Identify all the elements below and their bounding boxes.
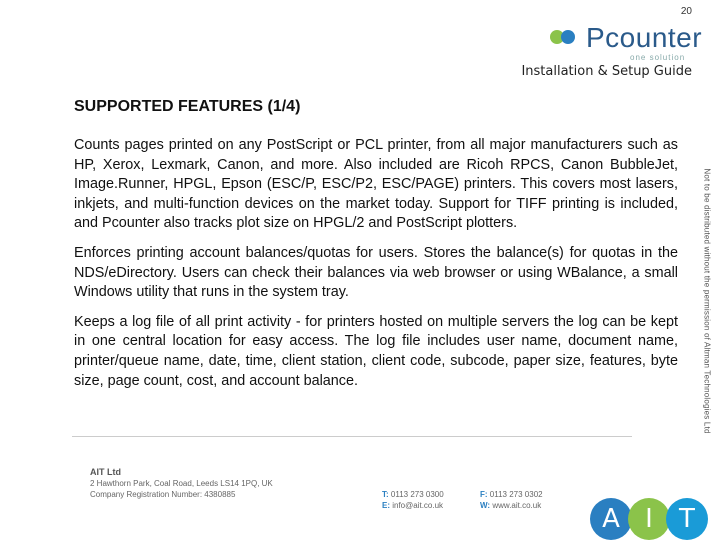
footer (90, 467, 600, 510)
logo-dots-icon (550, 30, 572, 49)
footer-address: 2 Hawthorn Park, Coal Road, Leeds LS14 1PQ, UK (90, 479, 273, 488)
footer-email[interactable]: info@ait.co.uk (392, 501, 444, 510)
footer-company: AIT Ltd (90, 467, 121, 477)
distribution-notice (700, 142, 714, 460)
logo-tagline: one solution (630, 53, 686, 62)
section-title: SUPPORTED FEATURES (1/4) (74, 98, 301, 115)
footer-contact-right: F: 0113 273 0302 W: www.ait.co.uk (480, 490, 543, 510)
footer-fax: 0113 273 0302 (489, 490, 543, 499)
ait-logo-t: T (666, 498, 708, 540)
footer-registration: Company Registration Number: 4380885 (90, 490, 236, 499)
ait-logo (590, 498, 710, 546)
page-number: 20 (680, 6, 692, 17)
logo-wordmark: Pcounter (586, 22, 703, 53)
distribution-notice-text: Not to be distributed without the permission of Altman Technologies Ltd (702, 168, 712, 434)
footer-website[interactable]: www.ait.co.uk (492, 501, 542, 510)
footer-phone: 0113 273 0300 (390, 490, 444, 499)
feature-description (74, 136, 678, 401)
ait-logo-a: A (590, 498, 632, 540)
paragraph-logging: Keeps a log file of all print activity - for printers hosted on multiple servers the log can be kept in one central location for easy access. The log file includes user name, document name, printer/queue name, date, time, client station, client code, subcode, paper size, features, byte size, page count, cost, and account balance. (74, 313, 678, 389)
paragraph-quotas: Enforces printing account balances/quotas for users. Stores the balance(s) for quotas in the NDS/eDirectory. Users can check their balances via web browser or using WBalance, a small Windows utility that runs in the system tray. (74, 244, 678, 301)
footer-contact-left: T: 0113 273 0300 E: info@ait.co.uk (382, 490, 444, 510)
ait-logo-i: I (628, 498, 670, 540)
guide-title: Installation & Setup Guide (521, 64, 692, 79)
footer-divider (72, 436, 632, 437)
paragraph-page-counting: Counts pages printed on any PostScript or PCL printer, from all major manufacturers such as HP, Xerox, Lexmark, Canon, and more. Also included are Ricoh RPCS, Canon BubbleJet, Image.Runner, HPGL, Epson (ESC/P, ESC/P2, ESC/PAGE) printers. This covers most lasers, inkjets, and multi-function devices on the market today. Support for TIFF printing is included, and Pcounter also tracks plot size on HPGL/2 and PostScript plotters. (74, 137, 678, 232)
pcounter-logo (550, 22, 703, 64)
